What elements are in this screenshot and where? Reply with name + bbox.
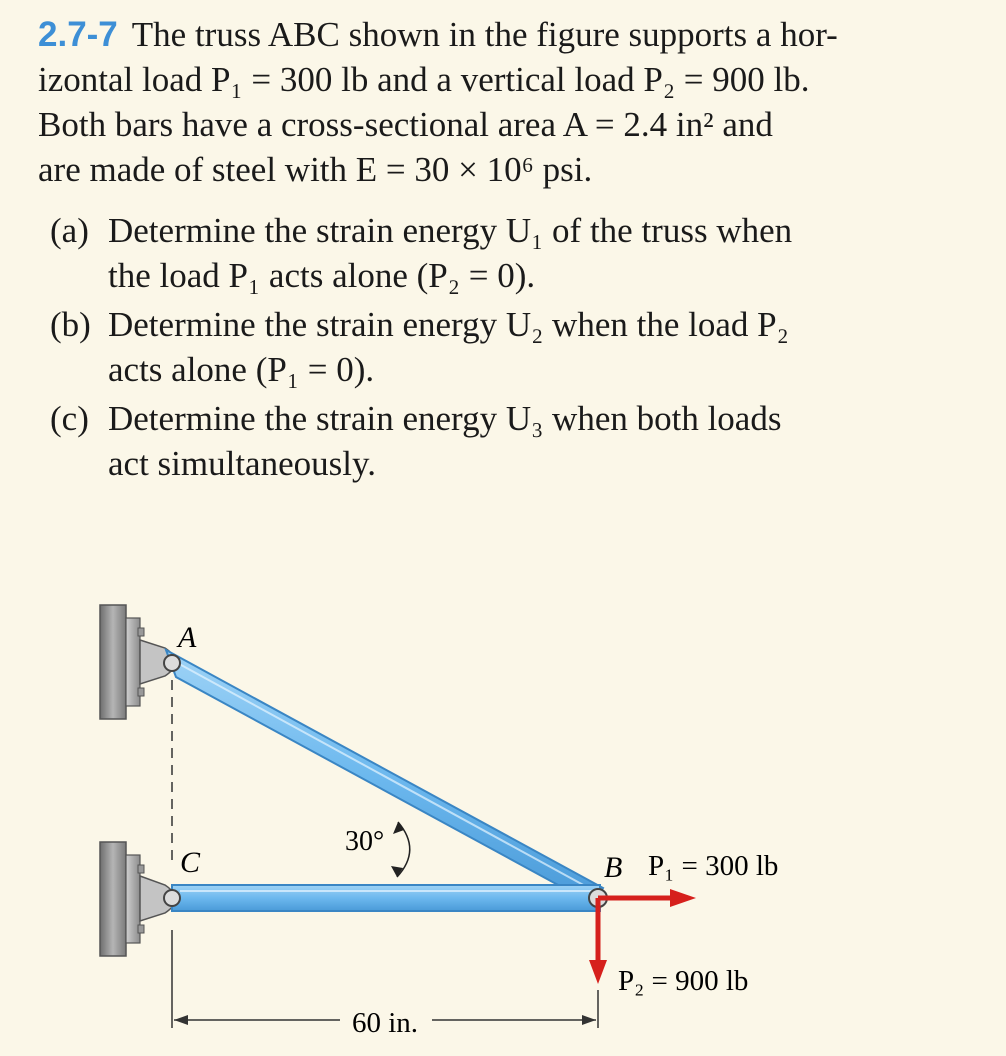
length-label: 60 in. xyxy=(352,1007,419,1039)
part-tag: (b) xyxy=(50,305,91,344)
part-tag: (c) xyxy=(50,399,89,438)
p2-label: P₂ = 900 lb xyxy=(618,965,749,997)
part-a: (a) Determine the strain energy U₁ of the truss when the load P₁ acts alone (P₂ = 0). xyxy=(50,208,930,298)
load-p1-arrow xyxy=(598,889,696,907)
label-b: B xyxy=(604,851,623,884)
problem-line-1: 2.7-7 The truss ABC shown in the figure supports a hor- xyxy=(38,15,838,54)
angle-label: 30° xyxy=(345,826,385,857)
problem-line-2: izontal load P₁ = 300 lb and a vertical load P₂ = 900 lb. xyxy=(38,60,810,99)
pin-a xyxy=(164,655,180,671)
p1-label: P₁ = 300 lb xyxy=(648,850,779,882)
part-c: (c) Determine the strain energy U₃ when both loads act simultaneously. xyxy=(50,396,930,486)
label-a: A xyxy=(178,621,197,654)
bar-cb xyxy=(172,885,600,911)
part-b: (b) Determine the strain energy U₂ when the load P₂ acts alone (P₁ = 0). xyxy=(50,302,930,392)
label-c: C xyxy=(180,846,201,879)
problem-number: 2.7-7 xyxy=(38,15,118,54)
pin-c xyxy=(164,890,180,906)
problem-line-3: Both bars have a cross-sectional area A = 2.4 in² and xyxy=(38,105,773,144)
problem-line-4: are made of steel with E = 30 × 10⁶ psi. xyxy=(38,150,593,189)
part-tag: (a) xyxy=(50,211,89,250)
